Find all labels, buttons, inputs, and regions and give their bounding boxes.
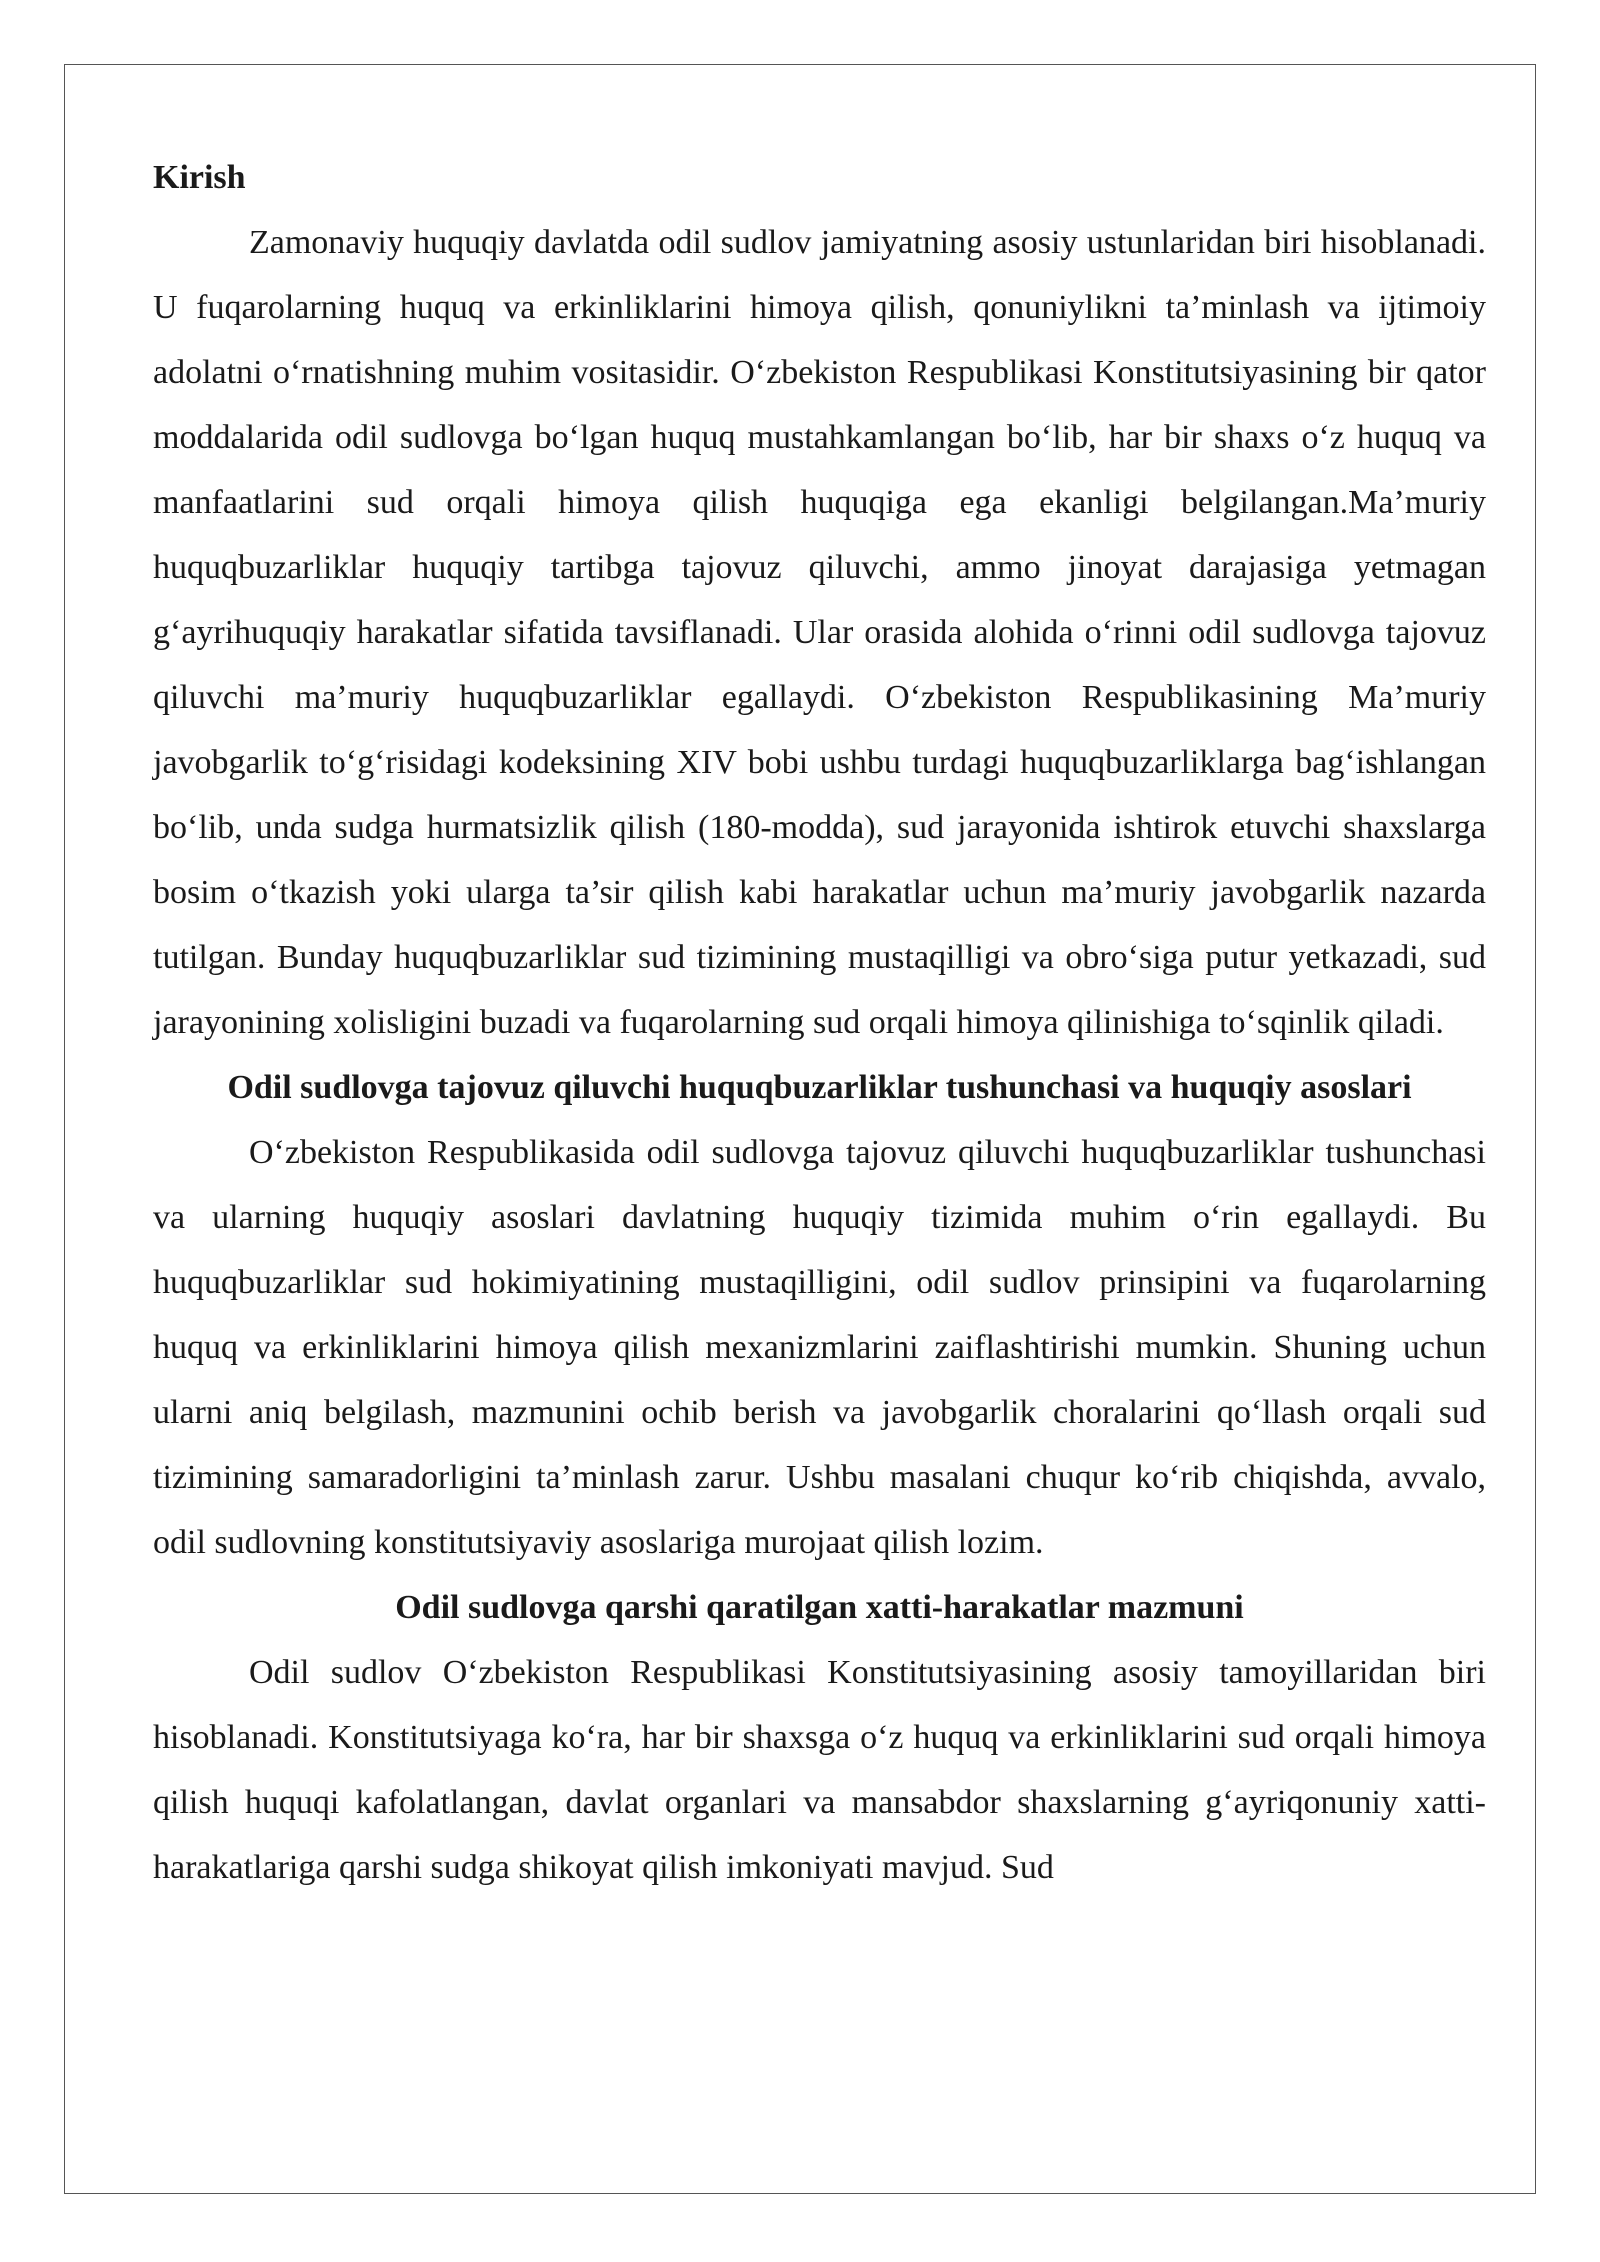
document-body	[153, 145, 1486, 1900]
paragraph-concept: O‘zbekiston Respublikasida odil sudlovga tajovuz qiluvchi huquqbuzarliklar tushunchasi va ularning huquqiy asoslari davlatning huquqiy tizimida muhim o‘rin egallaydi. Bu huquqbuzarliklar sud hokimiyatining mustaqilligini, odil sudlov prinsipini va fuqarolarning huquq va erkinliklarini himoya qilish mexanizmlarini zaiflashtirishi mumkin. Shuning uchun ularni aniq belgilash, mazmunini ochib berish va javobgarlik choralarini qo‘llash orqali sud tizimining samaradorligini ta’minlash zarur. Ushbu masalani chuqur ko‘rib chiqishda, avvalo, odil sudlovning konstitutsiyaviy asoslariga murojaat qilish lozim.	[153, 1134, 1486, 1561]
paragraph-intro: Zamonaviy huquqiy davlatda odil sudlov jamiyatning asosiy ustunlaridan biri hisoblanadi. U fuqarolarning huquq va erkinliklarini himoya qilish, qonuniylikni ta’minlash va ijtimoiy adolatni o‘rnatishning muhim vositasidir. O‘zbekiston Respublikasi Konstitutsiyasining bir qator moddalarida odil sudlovga bo‘lgan huquq mustahkamlangan bo‘lib, har bir shaxs o‘z huquq va manfaatlarini sud orqali himoya qilish huquqiga ega ekanligi belgilangan.Ma’muriy huquqbuzarliklar huquqiy tartibga tajovuz qiluvchi, ammo jinoyat darajasiga yetmagan g‘ayrihuquqiy harakatlar sifatida tavsiflanadi. Ular orasida alohida o‘rinni odil sudlovga tajovuz qiluvchi ma’muriy huquqbuzarliklar egallaydi. O‘zbekiston Respublikasining Ma’muriy javobgarlik to‘g‘risidagi kodeksining XIV bobi ushbu turdagi huquqbuzarliklarga bag‘ishlangan bo‘lib, unda sudga hurmatsizlik qilish (180-modda), sud jarayonida ishtirok etuvchi shaxslarga bosim o‘tkazish yoki ularga ta’sir qilish kabi harakatlar uchun ma’muriy javobgarlik nazarda tutilgan. Bunday huquqbuzarliklar sud tizimining mustaqilligi va obro‘siga putur yetkazadi, sud jarayonining xolisligini buzadi va fuqarolarning sud orqali himoya qilinishiga to‘sqinlik qiladi.	[153, 224, 1486, 1041]
heading-actions-content: Odil sudlovga qarshi qaratilgan xatti-harakatlar mazmuni	[395, 1589, 1244, 1626]
heading-concept-legal-basis: Odil sudlovga tajovuz qiluvchi huquqbuzarliklar tushunchasi va huquqiy asoslari	[227, 1069, 1412, 1106]
paragraph-actions: Odil sudlov O‘zbekiston Respublikasi Konstitutsiyasining asosiy tamoyillaridan biri hisoblanadi. Konstitutsiyaga ko‘ra, har bir shaxsga o‘z huquq va erkinliklarini sud orqali himoya qilish huquqi kafolatlangan, davlat organlari va mansabdor shaxslarning g‘ayriqonuniy xatti-harakatlariga qarshi sudga shikoyat qilish imkoniyati mavjud. Sud	[153, 1654, 1486, 1886]
heading-kirish: Kirish	[153, 159, 246, 196]
